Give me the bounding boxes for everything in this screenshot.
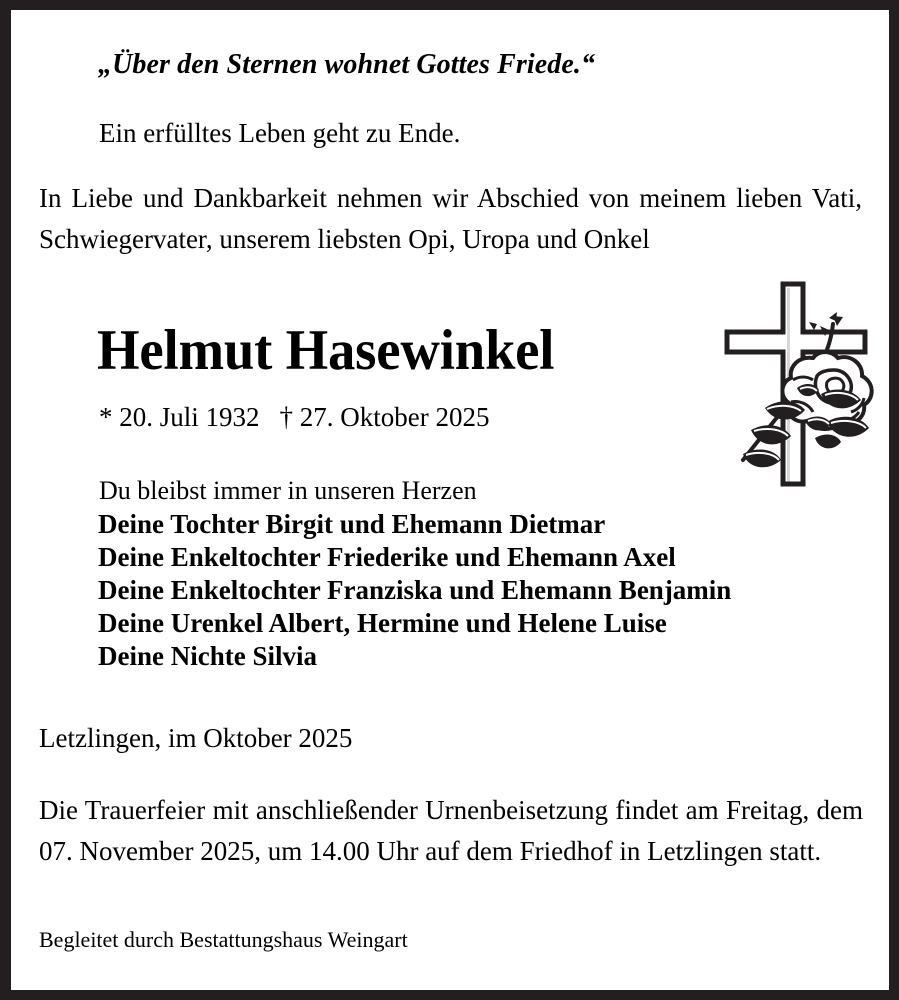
funeral-service-paragraph: Die Trauerfeier mit anschließender Urnenbeisetzung findet am Freitag, dem 07. November 2025, um 14.00 Uhr auf dem Friedhof in Letzlingen statt. <box>39 795 863 866</box>
death-date: † 27. Oktober 2025 <box>279 402 490 432</box>
obituary-notice <box>11 10 889 990</box>
family-line: Deine Tochter Birgit und Ehemann Dietmar <box>98 509 606 539</box>
cross-with-rose-icon <box>721 272 887 504</box>
life-dates <box>99 401 490 433</box>
family-signature-block <box>98 508 731 673</box>
funeral-home-credit: Begleitet durch Bestattungshaus Weingart <box>39 927 408 952</box>
lead-line: Ein erfülltes Leben geht zu Ende. <box>99 118 461 148</box>
intro-paragraph: In Liebe und Dankbarkeit nehmen wir Abschied von meinem lieben Vati, Schwiegervater, unserem liebsten Opi, Uropa und Onkel <box>39 183 862 254</box>
family-line: Deine Enkeltochter Franziska und Ehemann Benjamin <box>98 575 732 605</box>
family-line: Deine Enkeltochter Friederike und Ehemann Axel <box>98 542 676 572</box>
memorial-line: Du bleibst immer in unseren Herzen <box>99 476 477 505</box>
family-line: Deine Nichte Silvia <box>98 641 317 671</box>
rose-blossom <box>782 352 871 429</box>
deceased-name: Helmut Hasewinkel <box>97 319 555 382</box>
family-line: Deine Urenkel Albert, Hermine und Helene Luise <box>98 608 667 638</box>
memorial-quote: „Über den Sternen wohnet Gottes Friede.“ <box>98 49 596 80</box>
place-and-date: Letzlingen, im Oktober 2025 <box>39 723 353 753</box>
birth-date: * 20. Juli 1932 <box>99 402 260 432</box>
